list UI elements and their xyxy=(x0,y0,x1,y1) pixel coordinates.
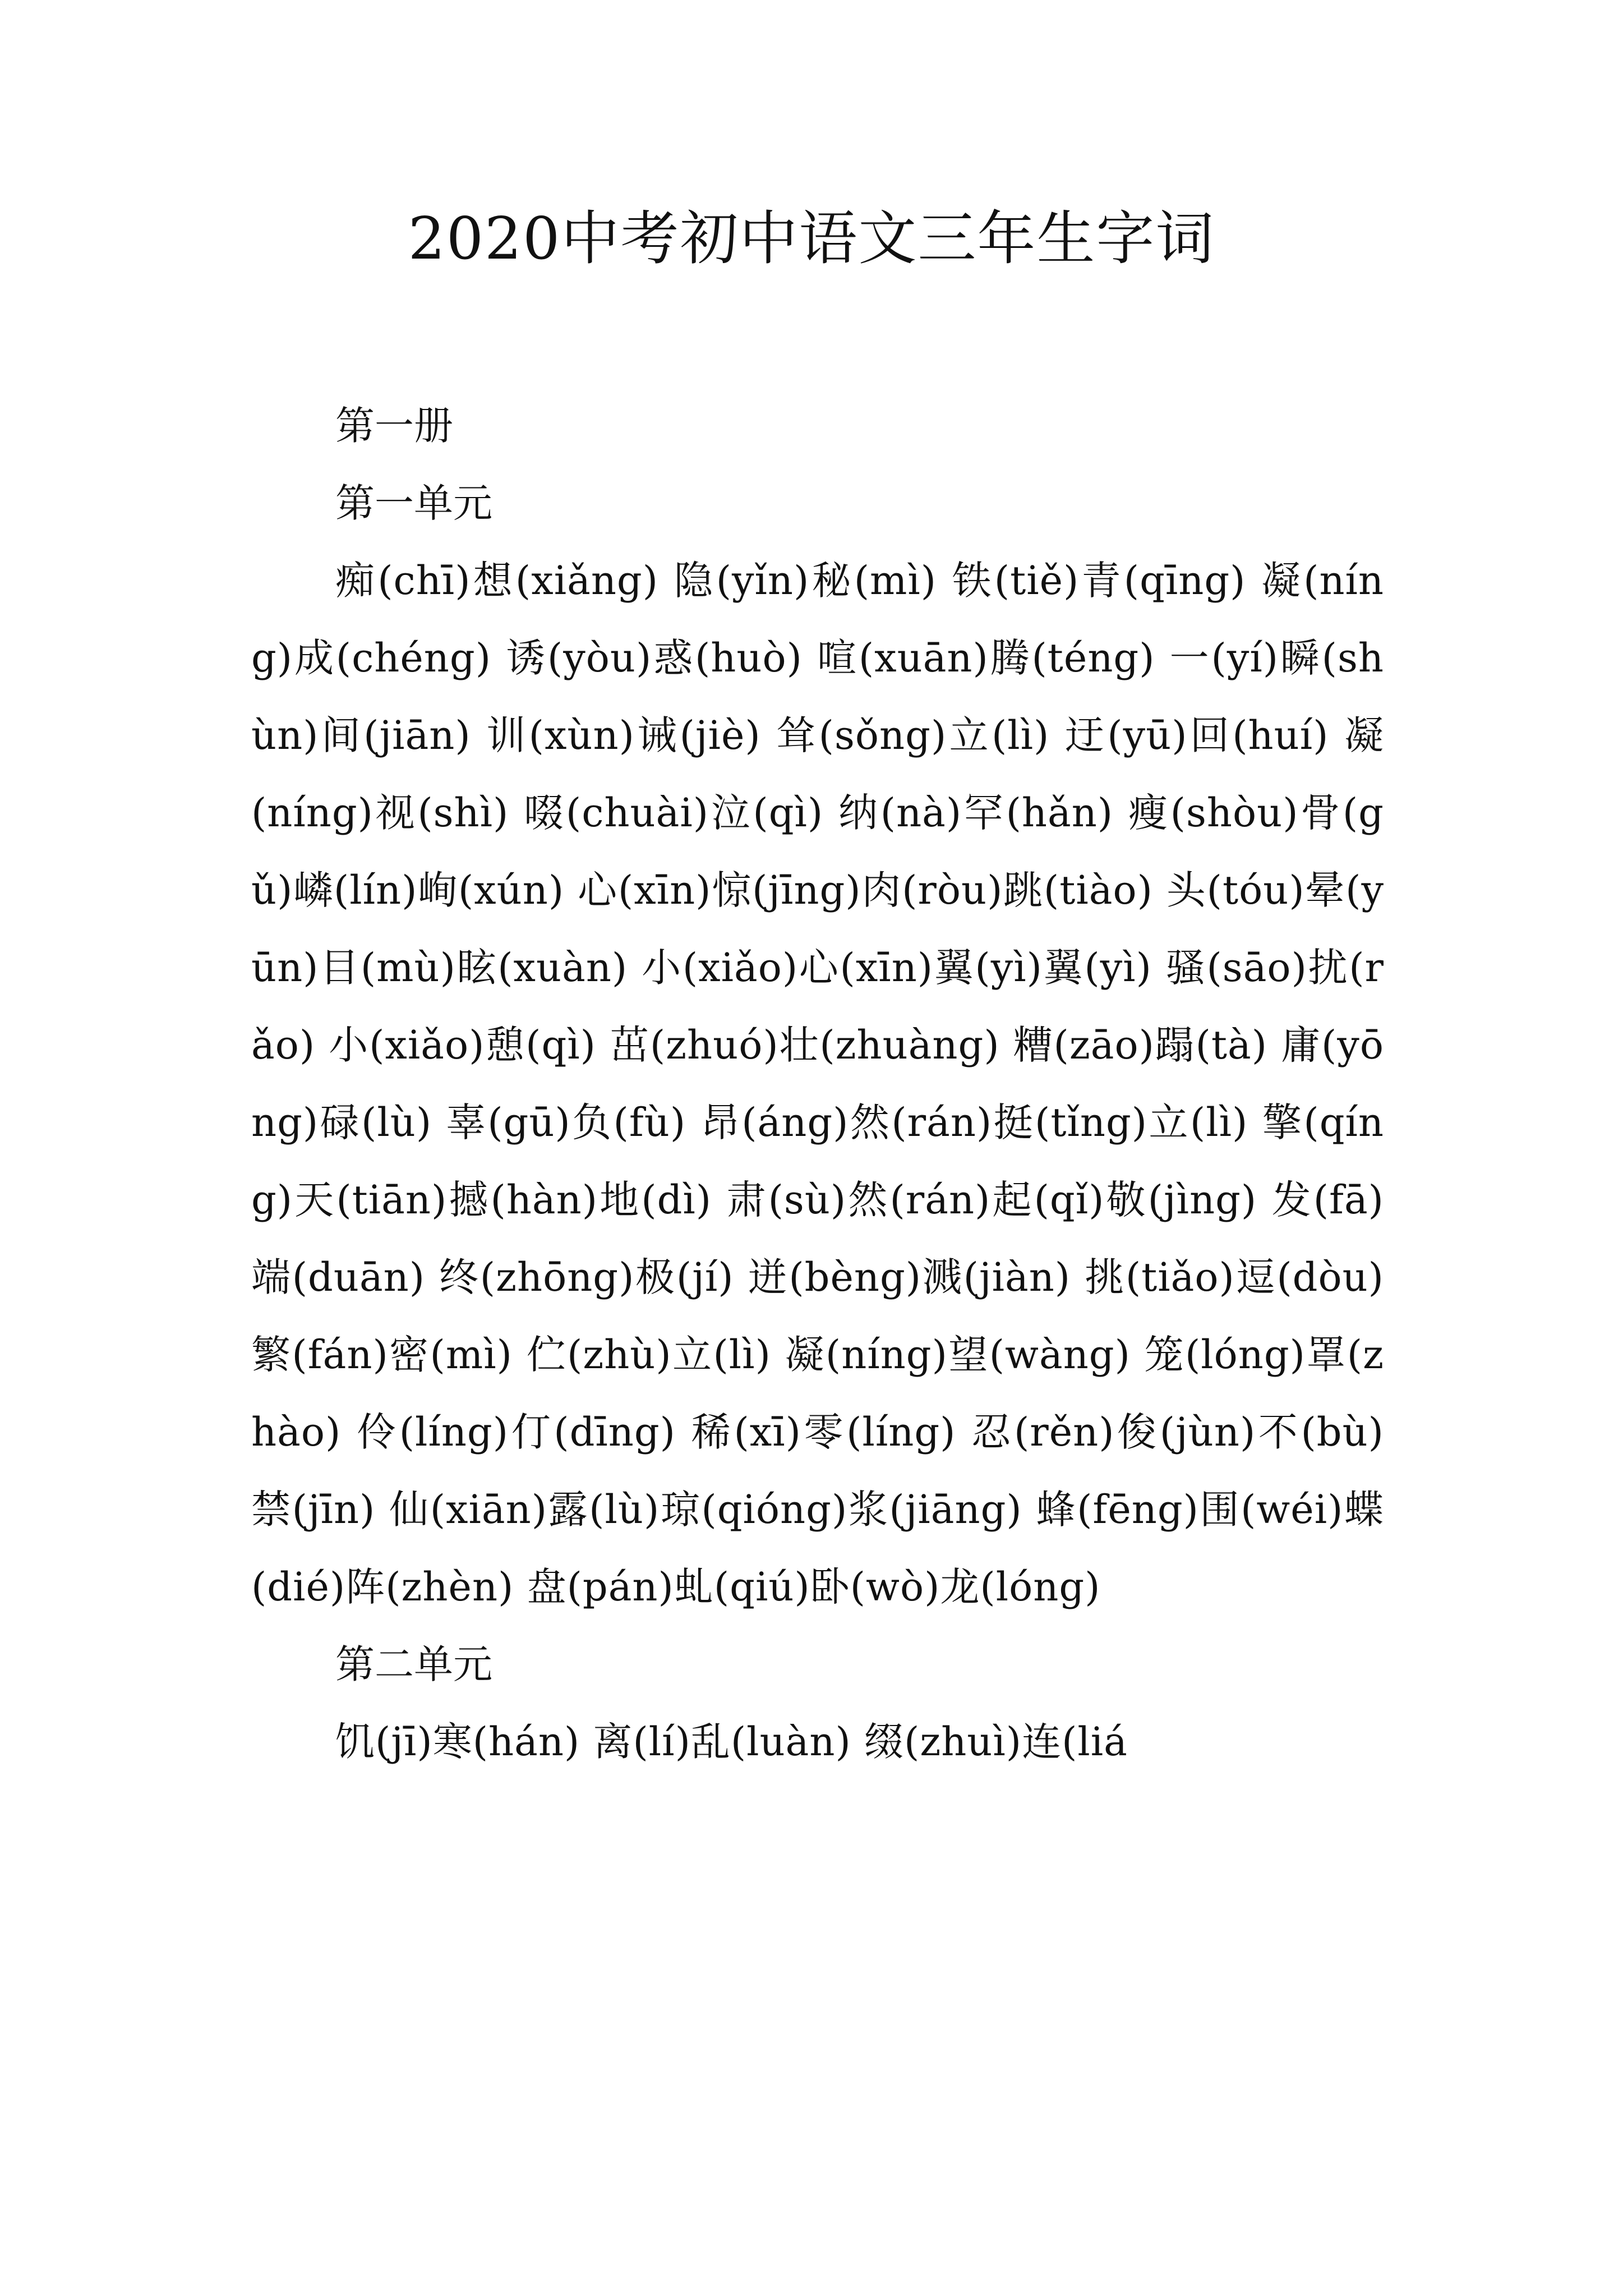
document-body xyxy=(251,387,1384,1780)
unit-1-heading: 第一单元 xyxy=(335,480,492,526)
unit-2-heading: 第二单元 xyxy=(335,1641,492,1687)
unit-1-vocabulary: 痴(chī)想(xiǎng) 隐(yǐn)秘(mì) 铁(tiě)青(qīng) 凝(níng)成(chéng) 诱(yòu)惑(huò) 喧(xuān)腾(téng) 一(yí)瞬(shùn)间(jiān) 训(xùn)诫(jiè) 耸(sǒng)立(lì) 迂(yū)回(huí) 凝(níng)视(shì) 啜(chuài)泣(qì) 纳(nà)罕(hǎn) 瘦(shòu)骨(gǔ)嶙(lín)峋(xún) 心(xīn)惊(jīng)肉(ròu)跳(tiào) 头(tóu)晕(yūn)目(mù)眩(xuàn) 小(xiǎo)心(xīn)翼(yì)翼(yì) 骚(sāo)扰(rǎo) 小(xiǎo)憩(qì) 茁(zhuó)壮(zhuàng) 糟(zāo)蹋(tà) 庸(yōng)碌(lù) 辜(gū)负(fù) 昂(áng)然(rán)挺(tǐng)立(lì) 擎(qíng)天(tiān)撼(hàn)地(dì) 肃(sù)然(rán)起(qǐ)敬(jìng) 发(fā)端(duān) 终(zhōng)极(jí) 迸(bèng)溅(jiàn) 挑(tiǎo)逗(dòu) 繁(fán)密(mì) 伫(zhù)立(lì) 凝(níng)望(wàng) 笼(lóng)罩(zhào) 伶(líng)仃(dīng) 稀(xī)零(líng) 忍(rěn)俊(jùn)不(bù)禁(jīn) 仙(xiān)露(lù)琼(qióng)浆(jiāng) 蜂(fēng)围(wéi)蝶(dié)阵(zhèn) 盘(pán)虬(qiú)卧(wò)龙(lóng) xyxy=(251,558,1384,1610)
book-heading: 第一册 xyxy=(335,403,453,449)
unit-2-vocabulary: 饥(jī)寒(hán) 离(lí)乱(luàn) 缀(zhuì)连(liá xyxy=(335,1719,1128,1765)
document-title: 2020中考初中语文三年生字词 xyxy=(408,204,1215,273)
